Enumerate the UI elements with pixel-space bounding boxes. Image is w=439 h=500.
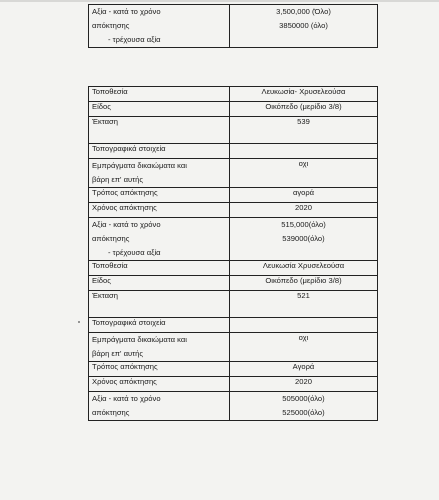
location-label: Τοποθεσία <box>89 87 230 102</box>
area-label: Έκταση <box>89 117 230 144</box>
value-label-line: Αξία - κατά το χρόνο <box>92 7 161 16</box>
topography-value <box>230 144 378 159</box>
location-value: Λευκωσία Χρυσελεούσα <box>230 261 378 276</box>
rights-label <box>89 159 230 188</box>
scan-speck <box>78 321 80 323</box>
property-table <box>88 86 378 421</box>
location-value: Λευκωσία- Χρυσελεούσα <box>230 87 378 102</box>
table-row <box>89 5 378 48</box>
property-table-fragment <box>88 4 378 48</box>
table-row <box>89 117 378 144</box>
value-label-line: - τρέχουσα αξία <box>108 35 161 44</box>
value-label-cell <box>89 218 230 261</box>
rights-value: οχι <box>230 159 378 188</box>
rights-label-line: Εμπράγματα δικαιώματα και <box>92 161 187 170</box>
table-row <box>89 87 378 102</box>
value-cell <box>230 5 378 48</box>
rights-label-line: βάρη επ' αυτής <box>92 349 144 358</box>
type-value: Οικόπεδο (μερίδιο 3/8) <box>230 102 378 117</box>
area-value: 539 <box>230 117 378 144</box>
table-row <box>89 102 378 117</box>
value-label-line: - τρέχουσα αξία <box>108 248 161 257</box>
current-value: 525000(όλο) <box>282 408 325 417</box>
value-cell <box>230 392 378 421</box>
value-cell <box>230 218 378 261</box>
value-label-line: Αξία - κατά το χρόνο <box>92 394 161 403</box>
page-edge <box>0 0 439 2</box>
rights-label <box>89 333 230 362</box>
table-row <box>89 291 378 318</box>
current-value: 3850000 (όλο) <box>279 21 328 30</box>
acquisition-value: 515,000(όλο) <box>281 220 326 229</box>
rights-value: οχι <box>230 333 378 362</box>
value-label-line: Αξία - κατά το χρόνο <box>92 220 161 229</box>
type-label: Είδος <box>89 102 230 117</box>
current-value: 539000(όλο) <box>282 234 325 243</box>
location-label: Τοποθεσία <box>89 261 230 276</box>
topography-value <box>230 318 378 333</box>
type-value: Οικόπεδο (μερίδιο 3/8) <box>230 276 378 291</box>
type-label: Είδος <box>89 276 230 291</box>
table-row <box>89 333 378 362</box>
table-row <box>89 276 378 291</box>
table-row <box>89 159 378 188</box>
table-row <box>89 362 378 377</box>
acquisition-value: 505000(όλο) <box>282 394 325 403</box>
value-label-line: απόκτησης <box>92 234 130 243</box>
value-label-line: απόκτησης <box>92 408 130 417</box>
table-row <box>89 144 378 159</box>
table-row <box>89 377 378 392</box>
acquisition-year-label: Χρόνος απόκτησης <box>89 203 230 218</box>
table-row <box>89 392 378 421</box>
acquisition-method-value: Αγορά <box>230 362 378 377</box>
acquisition-method-label: Τρόπος απόκτησης <box>89 362 230 377</box>
acquisition-value: 3,500,000 (Όλο) <box>276 7 331 16</box>
rights-label-line: Εμπράγματα δικαιώματα και <box>92 335 187 344</box>
value-label-line: απόκτησης <box>92 21 130 30</box>
acquisition-year-label: Χρόνος απόκτησης <box>89 377 230 392</box>
table-row <box>89 261 378 276</box>
value-label-cell <box>89 392 230 421</box>
value-label-cell <box>89 5 230 48</box>
acquisition-year-value: 2020 <box>230 377 378 392</box>
table-row <box>89 203 378 218</box>
table-row <box>89 318 378 333</box>
topography-label: Τοπογραφικά στοιχεία <box>89 318 230 333</box>
acquisition-method-label: Τρόπος απόκτησης <box>89 188 230 203</box>
area-label: Έκταση <box>89 291 230 318</box>
rights-label-line: βάρη επ' αυτής <box>92 175 144 184</box>
acquisition-method-value: αγορά <box>230 188 378 203</box>
topography-label: Τοπογραφικά στοιχεία <box>89 144 230 159</box>
table-row <box>89 218 378 261</box>
acquisition-year-value: 2020 <box>230 203 378 218</box>
area-value: 521 <box>230 291 378 318</box>
table-row <box>89 188 378 203</box>
